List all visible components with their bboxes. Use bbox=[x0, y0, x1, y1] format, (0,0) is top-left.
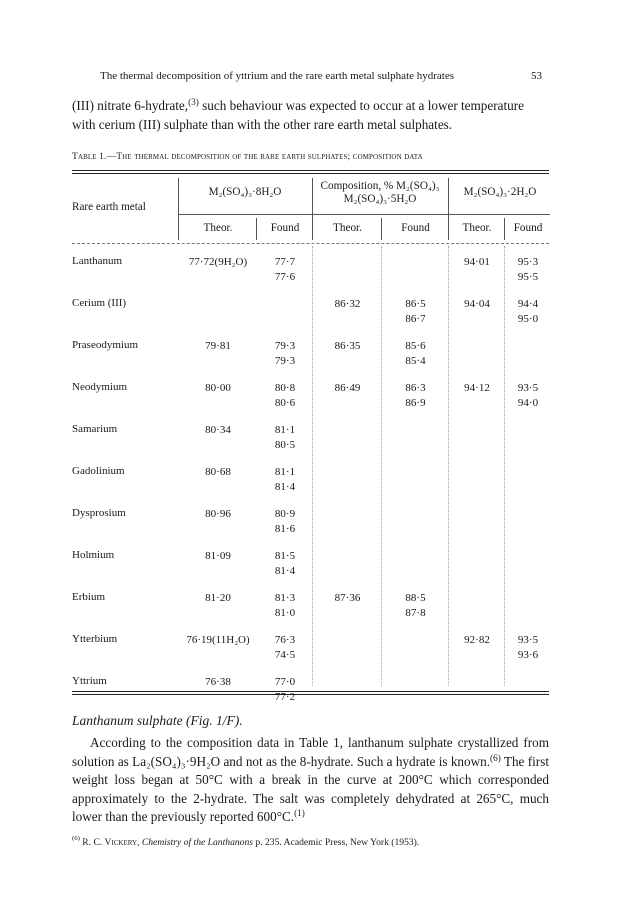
footnote-marker: (6) bbox=[72, 835, 80, 842]
theor-value: 94·01 bbox=[464, 256, 490, 268]
metal-name: Cerium (III) bbox=[72, 297, 127, 309]
found-value: 80·8 bbox=[274, 382, 296, 394]
found-value: 93·6 bbox=[517, 648, 539, 661]
footnote-rest: p. 235. Academic Press, New York (1953). bbox=[253, 837, 420, 848]
footnote-title: Chemistry of the Lanthanons bbox=[141, 837, 253, 848]
table-caption bbox=[72, 151, 550, 162]
group-header-8h2o: M₂(SO₄)₃·8H₂O bbox=[208, 186, 282, 198]
metal-name: Yttrium bbox=[72, 675, 107, 687]
found-value: 86·7 bbox=[405, 312, 426, 325]
theor-value: 86·32 bbox=[334, 298, 361, 310]
divider bbox=[312, 178, 313, 240]
composition-label: Composition, % M₂(SO₄)₃ bbox=[320, 180, 440, 192]
table-label: Table 1. bbox=[72, 151, 107, 162]
found-value: 76·3 bbox=[274, 634, 296, 646]
theor-value: 81·20 bbox=[205, 592, 231, 604]
subheader-found: Found bbox=[513, 222, 543, 234]
theor-value: 76·19(11H₂O) bbox=[186, 634, 250, 646]
subheader-theor: Theor. bbox=[203, 222, 233, 234]
found-value: 94·4 bbox=[517, 298, 539, 310]
body-paragraph bbox=[72, 734, 549, 827]
divider bbox=[381, 246, 382, 686]
found-value: 93·5 bbox=[517, 634, 539, 646]
group-header-2h2o: M₂(SO₄)₃·2H₂O bbox=[463, 186, 537, 198]
metal-name: Lanthanum bbox=[72, 255, 123, 267]
theor-value: 94·04 bbox=[464, 298, 490, 310]
found-value: 81·1 bbox=[274, 466, 296, 478]
found-value: 85·4 bbox=[405, 354, 426, 367]
theor-value: 80·00 bbox=[205, 382, 231, 394]
subheader-found: Found bbox=[270, 222, 300, 234]
metal-name: Praseodymium bbox=[72, 339, 138, 351]
found-value: 94·0 bbox=[517, 396, 539, 409]
metal-name: Erbium bbox=[72, 591, 105, 603]
metal-name: Ytterbium bbox=[72, 633, 118, 645]
found-value: 80·9 bbox=[274, 508, 296, 520]
divider bbox=[448, 178, 449, 240]
table-top-rule bbox=[72, 170, 549, 171]
found-value: 95·3 bbox=[517, 256, 539, 268]
theor-value: 87·36 bbox=[334, 592, 361, 604]
body-text: According to the composition data in Table 1, lanthanum sulphate crystallized from solution as La₂(SO₄)₃·9H₂O and not as the 8-hydrate. Such a hydrate is known. bbox=[72, 735, 549, 769]
theor-value: 86·35 bbox=[334, 340, 361, 352]
theor-value: 79·81 bbox=[205, 340, 231, 352]
subheader-theor: Theor. bbox=[462, 222, 492, 234]
found-value: 79·3 bbox=[274, 354, 296, 367]
subheader-found: Found bbox=[401, 222, 430, 234]
found-value: 81·5 bbox=[274, 550, 296, 562]
metal-name: Holmium bbox=[72, 549, 115, 561]
table-top-rule-2 bbox=[72, 173, 549, 174]
footnote-author: R. C. Vickery, bbox=[79, 837, 142, 848]
theor-value: 76·38 bbox=[205, 676, 231, 688]
intro-text: such behaviour was expected to occur at a lower temperature bbox=[198, 98, 524, 113]
divider bbox=[504, 218, 505, 240]
page-number: 53 bbox=[531, 70, 542, 82]
section-heading: Lanthanum sulphate (Fig. 1/F). bbox=[72, 713, 243, 728]
subheader-theor: Theor. bbox=[333, 222, 362, 234]
intro-text: (III) nitrate 6-hydrate, bbox=[72, 98, 189, 113]
found-value: 86·3 bbox=[405, 382, 426, 394]
found-value: 95·5 bbox=[517, 270, 539, 283]
found-value: 77·0 bbox=[274, 676, 296, 688]
found-value: 77·6 bbox=[274, 270, 296, 283]
intro-line-2: with cerium (III) sulphate than with the other rare earth metal sulphates. bbox=[72, 117, 453, 132]
running-head-title: The thermal decomposition of yttrium and the rare earth metal sulphate hydrates bbox=[100, 70, 455, 82]
found-value: 81·4 bbox=[274, 564, 296, 577]
divider bbox=[256, 218, 257, 240]
citation-1: (1) bbox=[294, 808, 305, 819]
table-header-rule bbox=[72, 243, 549, 244]
divider bbox=[504, 246, 505, 686]
metal-name: Gadolinium bbox=[72, 465, 125, 477]
found-value: 86·5 bbox=[405, 298, 426, 310]
found-value: 74·5 bbox=[274, 648, 296, 661]
found-value: 93·5 bbox=[517, 382, 539, 394]
theor-value: 77·72(9H₂O) bbox=[188, 256, 248, 268]
running-head bbox=[100, 70, 542, 82]
divider bbox=[381, 218, 382, 240]
divider bbox=[178, 178, 179, 240]
theor-value: 92·82 bbox=[464, 634, 490, 646]
theor-value: 80·96 bbox=[205, 508, 231, 520]
divider bbox=[312, 246, 313, 686]
intro-paragraph bbox=[72, 96, 544, 134]
intro-line-1 bbox=[72, 96, 544, 115]
found-value: 81·6 bbox=[274, 522, 296, 535]
theor-value: 86·49 bbox=[334, 382, 361, 394]
metal-name: Dysprosium bbox=[72, 507, 126, 519]
found-value: 81·4 bbox=[274, 480, 296, 493]
found-value: 79·3 bbox=[274, 340, 296, 352]
metal-name: Samarium bbox=[72, 423, 118, 435]
theor-value: 80·34 bbox=[205, 424, 231, 436]
table-title: —The thermal decomposition of the rare earth sulphates; composition data bbox=[106, 151, 423, 162]
found-value: 77·2 bbox=[274, 690, 296, 703]
theor-value: 80·68 bbox=[205, 466, 231, 478]
found-value: 80·6 bbox=[274, 396, 296, 409]
found-value: 87·8 bbox=[405, 606, 426, 619]
footnote bbox=[72, 837, 552, 848]
group-formula: M₂(SO₄)₃·5H₂O bbox=[343, 193, 417, 205]
row-header: Rare earth metal bbox=[72, 201, 146, 213]
citation-3: (3) bbox=[188, 97, 199, 107]
found-value: 77·7 bbox=[274, 256, 296, 268]
found-value: 81·3 bbox=[274, 592, 296, 604]
found-value: 88·5 bbox=[405, 592, 426, 604]
theor-value: 81·09 bbox=[205, 550, 231, 562]
subheader-rule bbox=[178, 214, 550, 215]
found-value: 95·0 bbox=[517, 312, 539, 325]
found-value: 81·0 bbox=[274, 606, 296, 619]
metal-name: Neodymium bbox=[72, 381, 127, 393]
found-value: 80·5 bbox=[274, 438, 296, 451]
group-header-5h2o bbox=[314, 180, 446, 206]
found-value: 85·6 bbox=[405, 340, 426, 352]
divider bbox=[448, 246, 449, 686]
citation-6: (6) bbox=[490, 752, 501, 763]
body-text: The first weight loss began at 50°C with a break in the curve at 200°C which corresponded approximately to the 2-hydrate. The salt was completely dehydrated at 265°C, much lower than the previously reported 600°C. bbox=[72, 753, 549, 825]
found-value: 86·9 bbox=[405, 396, 426, 409]
found-value: 81·1 bbox=[274, 424, 296, 436]
theor-value: 94·12 bbox=[464, 382, 490, 394]
